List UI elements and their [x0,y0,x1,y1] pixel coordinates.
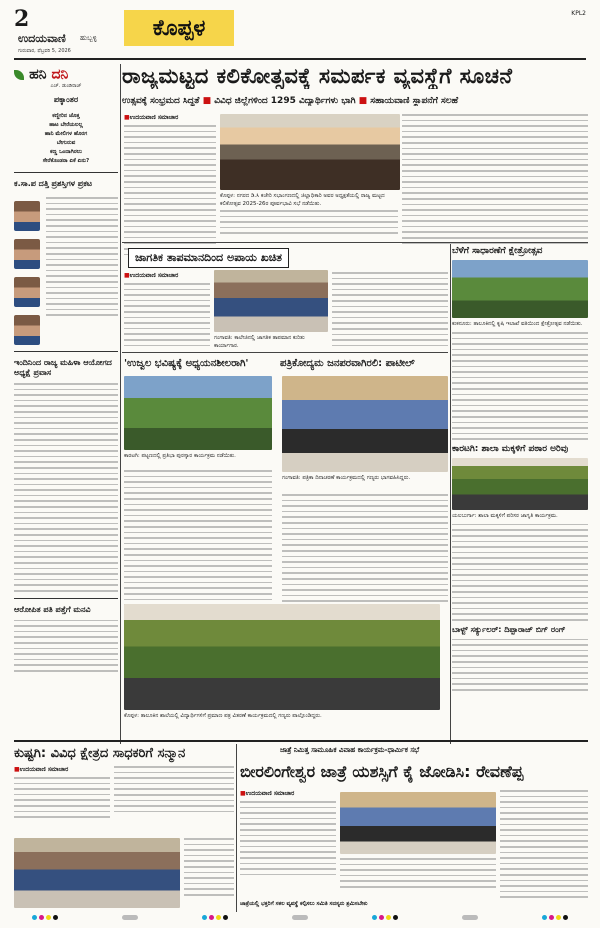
divider [14,172,118,173]
logo-prefix: ಹನಿ [29,66,47,83]
lead-photo [220,114,400,190]
climate-body-col-1 [124,272,210,350]
journalism-body [282,494,448,606]
poem-line: ಸೇರೆಕೊಂಡರಾ ಏಕೆ ಏನು? [42,158,90,164]
bottom-right-body-3 [500,790,588,902]
poem-line: ಕಣ್ಣ ಒಂದಾಗಿರಲು [50,149,82,155]
lead-sub-c: ಸಹಾಯವಾಣಿ ಸ್ಥಾಪನೆಗೆ ಸಲಹೆ [370,96,459,106]
portrait-photo [14,277,40,307]
journalism-caption: ಗಂಗಾವತಿ: ಪತ್ರಿಕಾ ದಿನಾಚರಣೆ ಕಾರ್ಯಕ್ರಮದಲ್ಲಿ ಗಣ್ಯರು ಭಾಗವಹಿಸಿದ್ದರು. [282,475,411,481]
right-body-2 [452,524,588,621]
story-headline: ಆರೋಪಿತ ಪತಿ ಪತ್ತೆಗೆ ಮನವಿ [14,604,91,614]
bottom-left-headline: ಕುಷ್ಟಗಿ: ವಿವಿಧ ಕ್ಷೇತ್ರದ ಸಾಧಕರಿಗೆ ಸನ್ಮಾನ [14,746,186,761]
section-title: ಕೊಪ್ಪಳ [124,10,234,46]
right-headline-2: ಕಾರಟಗಿ: ಶಾಲಾ ಮಕ್ಕಳಿಗೆ ಪಠಾರ ಅರಿವು [452,443,569,454]
logo-author: ಎಚ್. ಡುಂಡಿರಾಜ್ [50,83,82,89]
future-photo [124,376,272,450]
column-rule [120,64,121,744]
poem-line: ಹಾನಿ ಮೇಲಿಗಳ ಹೊರಗ [44,131,88,137]
column-rule [236,744,237,912]
left-column [14,64,118,754]
future-caption: ಕಾರಟಗಿ: ಪಟ್ಟಣದಲ್ಲಿ ಪ್ರತಿಭಾ ಪುರಸ್ಕಾರ ಕಾರ್ಯಕ್ರಮ ನಡೆಯಿತು. [124,453,236,459]
poem [14,112,118,166]
right-caption-1: ಕುಕನೂರು: ತಾಲೂಕಿನಲ್ಲಿ ಕೃಷಿ ಇಲಾಖೆ ವತಿಯಿಂದ ಕ್ಷೇತ್ರೋತ್ಸವ ನಡೆಯಿತು. [452,321,583,327]
poem-line: ಬೇಗುರುವ [56,140,76,146]
lead-photo-caption: ಕೊಪ್ಪಳ: ನಗರದ ಡಿ.ಸಿ ಕಚೇರಿ ಸಭಾಂಗಣದಲ್ಲಿ ಜಿಲ್ಲಾಧಿಕಾರಿ ಅವರ ಅಧ್ಯಕ್ಷತೆಯಲ್ಲಿ ರಾಜ್ಯ ಮಟ್ಟದ ಕಲಿಕೋತ್ಸವ 2025-26ರ ಪೂರ್ವಭಾವಿ ಸಭೆ ನಡೆಯಿತು. [220,193,385,207]
bottom-right-body-2 [340,858,496,892]
climate-kicker: ■ ಉದಯವಾಣಿ ಸಮಾಚಾರ [124,272,210,280]
bottom-left-body-3 [184,838,234,900]
bottom-left-photo [14,838,180,908]
section-rule [122,352,448,353]
portrait-photo [14,201,40,231]
page-code: KPL2 [571,10,586,17]
future-body [124,470,272,615]
story-body [14,620,118,672]
divider [14,598,118,599]
lead-headline: ರಾಜ್ಯಮಟ್ಟದ ಕಲಿಕೋತ್ಸವಕ್ಕೆ ಸಮರ್ಪಕ ವ್ಯವಸ್ಥೆಗೆ ಸೂಚನೆ [122,64,513,88]
right-body-3 [452,639,588,691]
journalism-photo [282,376,448,472]
lead-kicker: ■ ಉದಯವಾಣಿ ಸಮಾಚಾರ [124,114,216,122]
right-photo-1 [452,260,588,318]
bottom-right-headline: ಬೀರಲಿಂಗೇಶ್ವರ ಜಾತ್ರೆ ಯಶಸ್ಸಿಗೆ ಕೈ ಜೋಡಿಸಿ: ರೇವಣೆಪ್ಪ [240,762,524,781]
bottom-right-body-1 [240,790,336,879]
right-column [452,246,588,695]
climate-headline: ಜಾಗತಿಕ ತಾಪಮಾನದಿಂದ ಅಪಾಯ ಖಚಿತ [128,248,289,268]
lead-body-col-2 [220,210,398,238]
bottom-right-subhead: ಜಾತ್ರೆ ನಿಮಿತ್ತ ಸಾಮೂಹಿಕ ವಿವಾಹ ಕಾರ್ಯಕ್ರಮ-ಧಾರ್ಮಿಕ ಸಭೆ [280,746,420,754]
climate-body-col-3 [332,272,448,350]
bottom-left-body [14,766,110,822]
students-photo [124,604,440,710]
portrait-stack [14,201,40,345]
masthead: ಉದಯವಾಣಿ [18,32,66,45]
right-headline-1: ಬೆಳೆಗೆ ಸಾಧಾರಣೆಗೆ ಕ್ಷೇತ್ರೋತ್ಸವ [452,246,543,256]
column-logo [14,64,118,112]
future-headline: 'ಉಜ್ವಲ ಭವಿಷ್ಯಕ್ಕೆ ಅಧ್ಯಯನಶೀಲರಾಗಿ' [124,358,249,369]
bottom-left-kicker: ■ ಉದಯವಾಣಿ ಸಮಾಚಾರ [14,766,110,774]
header-rule [14,58,586,60]
climate-caption: ಗಂಗಾವತಿ: ಕಾಲೇಜಿನಲ್ಲಿ ಜಾಗತಿಕ ತಾಪಮಾನ ಕುರಿತು ಕಾರ್ಯಾಗಾರ. [214,335,305,349]
column-rule [450,244,451,744]
bottom-left-body-2 [114,766,234,816]
lead-sub-b: ವಿವಿಧ ಜಿಲ್ಲೆಗಳಿಂದ 1295 ವಿದ್ಯಾರ್ಥಿಗಳು ಭಾಗಿ [214,96,356,106]
right-caption-2: ಯಲಬುರ್ಗಾ: ಶಾಲಾ ಮಕ್ಕಳಿಗೆ ಪರಿಸರ ಜಾಗೃತಿ ಕಾರ್ಯಕ್ರಮ. [452,512,558,519]
story-headline: ಇಂದಿನಿಂದ ರಾಜ್ಯ ಮಹಿಳಾ ಆಯೋಗದ ಅಧ್ಯಕ್ಷೆ ಪ್ರವಾಸ [14,358,112,377]
page-number: 2 [14,6,30,32]
bottom-right-kicker: ■ ಉದಯವಾಣಿ ಸಮಾಚಾರ [240,790,336,798]
journalism-headline: ಪತ್ರಿಕೋದ್ಯಮ ಜನಪರವಾಗಿರಲಿ: ಪಾಟೀಲ್ [280,358,415,369]
poem-line: ಕಣ್ಣೀರಿನ ಜೊತ್ತ [52,113,80,119]
divider [14,351,118,352]
page-header [0,0,600,58]
lead-body-col-3 [402,114,588,248]
story-body [46,197,118,345]
bottom-right-note: ಜಾತ್ರೆಯಲ್ಲಿ ಭಕ್ತರಿಗೆ ಸಕಲ ವ್ಯವಸ್ಥೆ ಕಲ್ಪಿಸಲು ಸಮಿತಿ ಸದಸ್ಯರು ಶ್ರಮಿಸಬೇಕು [240,901,368,907]
students-caption: ಕೊಪ್ಪಳ: ತಾಲೂಕಿನ ಶಾಲೆಯಲ್ಲಿ ವಿದ್ಯಾರ್ಥಿಗಳಿಗೆ ಪ್ರಮಾಣ ಪತ್ರ ವಿತರಣೆ ಕಾರ್ಯಕ್ರಮದಲ್ಲಿ ಗಣ್ಯರು ಪಾಲ್ಗೊಂಡಿದ್ದರು. [124,713,322,719]
poem-line: ಹಾಟ ಬೇರೆಯಲಲ್ಲ [49,122,83,128]
right-body-1 [452,332,588,440]
leaf-icon [14,70,24,80]
portrait-photo [14,315,40,345]
portrait-photo [14,239,40,269]
dateline: ಗುರುವಾರ, ಫೆಬ್ರವರಿ 5, 2026 [18,48,71,54]
story-headline: ಕ.ಸಾ.ಪ ದತ್ತಿ ಪ್ರಶಸ್ತಿಗಳ ಪ್ರಕಟ [14,179,93,188]
right-headline-3: ಬಾಳ್ಟ್ ಸರ್ಕ್ಯುಲರ್: ದಿಪ್ಪಾರಾಜ್ ಬಿಗ್ ರಂಗ್ [452,624,566,634]
bottom-right-photo [340,792,496,854]
column-title: ಪಕ್ಕಾಂತರ [53,95,79,104]
edition-label: ಹುಬ್ಬಳ್ಳಿ [80,34,97,42]
climate-photo [214,270,328,332]
right-photo-2 [452,458,588,510]
lead-subheadline: ಉತ್ಸವಕ್ಕೆ ಸಂಭ್ರಮದ ಸಿದ್ಧತೆ ■ ವಿವಿಧ ಜಿಲ್ಲೆಗಳಿಂದ 1295 ವಿದ್ಯಾರ್ಥಿಗಳು ಭಾಗಿ ■ ಸಹಾಯವಾಣಿ ಸ್ಥಾಪನೆಗೆ ಸಲಹೆ [122,96,459,106]
logo-accent: ದನಿ [51,66,69,83]
lead-sub-a: ಉತ್ಸವಕ್ಕೆ ಸಂಭ್ರಮದ ಸಿದ್ಧತೆ [122,96,200,106]
section-rule [122,242,588,243]
section-rule [14,740,588,742]
registration-marks [0,915,600,920]
lead-body-col-1 [124,114,216,259]
story-body [14,383,118,592]
